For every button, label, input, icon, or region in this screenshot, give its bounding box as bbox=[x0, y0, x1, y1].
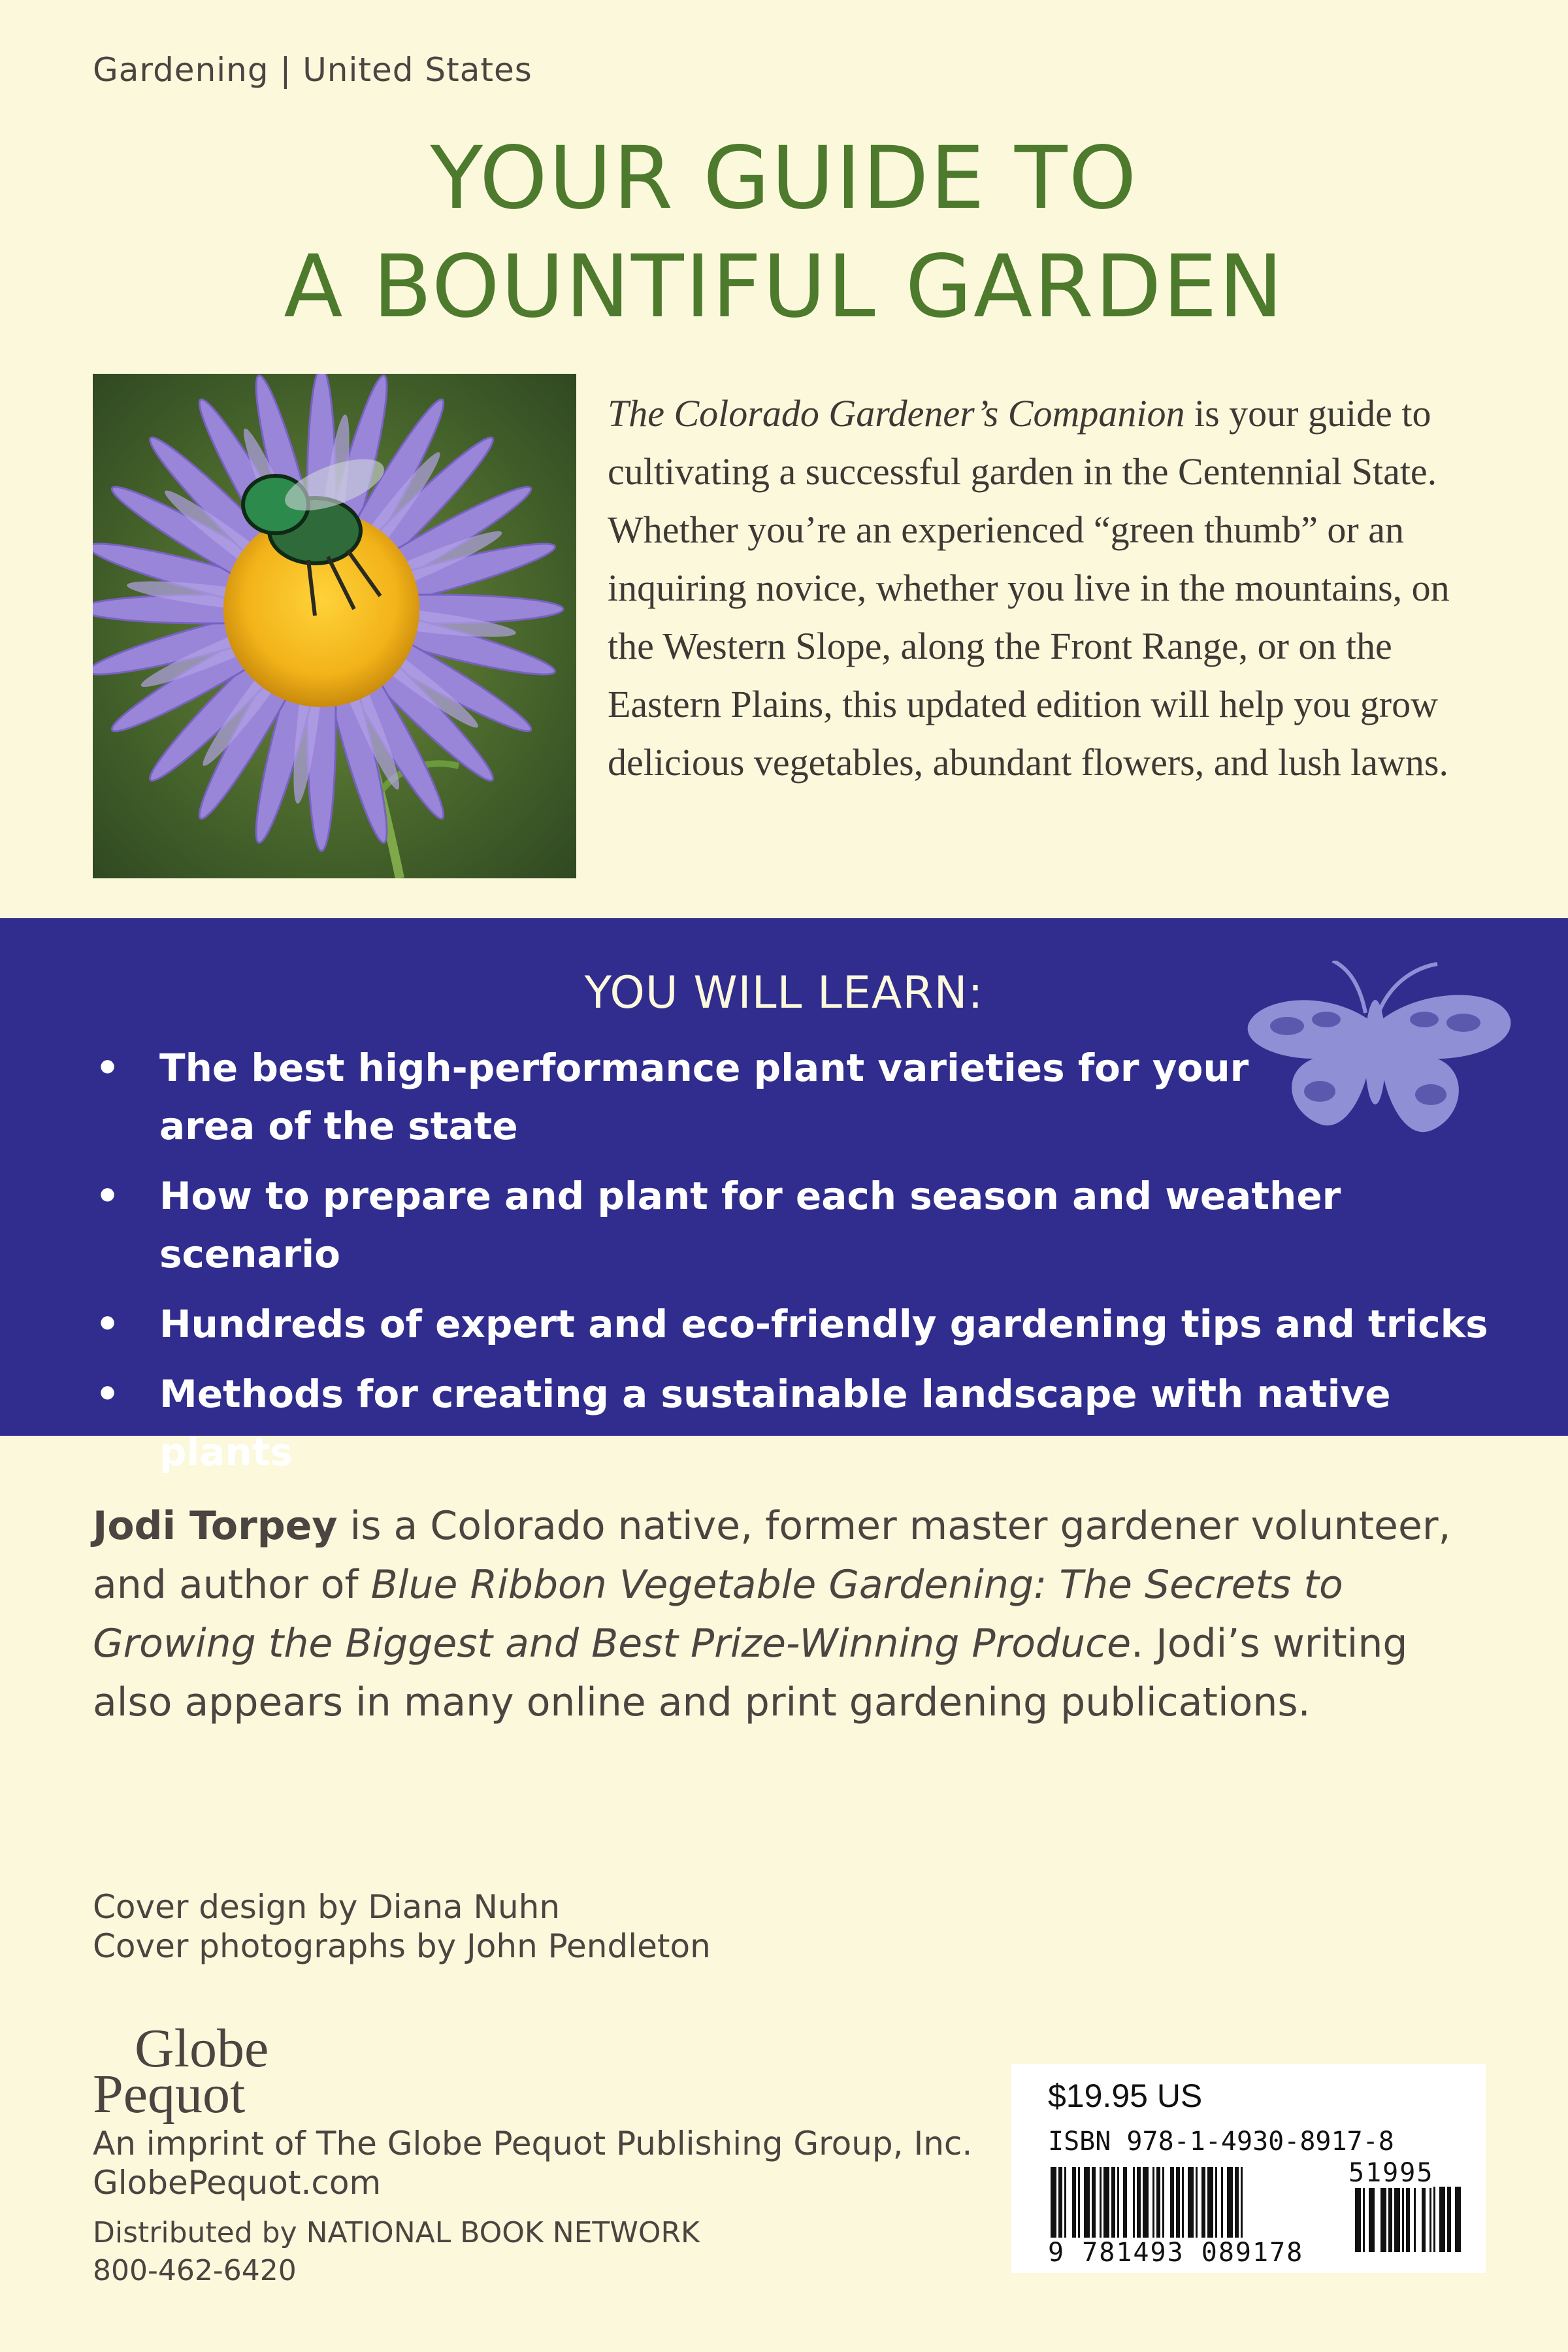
barcode-digits: 9 781493 089178 bbox=[1048, 2238, 1304, 2268]
learn-heading: YOU WILL LEARN: bbox=[584, 967, 984, 1019]
photo-credit: Cover photographs by John Pendleton bbox=[93, 1927, 711, 1965]
learn-list bbox=[91, 1039, 1490, 1493]
design-credit: Cover design by Diana Nuhn bbox=[93, 1888, 561, 1926]
category-label: Gardening | United States bbox=[93, 51, 532, 89]
distributor-text: Distributed by NATIONAL BOOK NETWORK bbox=[93, 2216, 700, 2249]
cover-credits bbox=[93, 1887, 711, 1966]
author-bio bbox=[93, 1497, 1491, 1732]
publisher-logo bbox=[93, 2018, 269, 2125]
distributor-info bbox=[93, 2214, 700, 2290]
distributor-phone: 800-462-6420 bbox=[93, 2254, 297, 2287]
learn-item: • The best high-performance plant varieties for your area of the state bbox=[91, 1039, 1257, 1155]
flower-bee-photo bbox=[93, 374, 576, 878]
title-line-1: YOUR GUIDE TO bbox=[430, 128, 1138, 229]
learn-item: • Hundreds of expert and eco-friendly gardening tips and tricks bbox=[91, 1295, 1490, 1353]
logo-line-1: Globe bbox=[135, 2018, 269, 2079]
learn-item: • How to prepare and plant for each season and weather scenario bbox=[91, 1167, 1490, 1284]
barcode-addon-number: 51995 bbox=[1348, 2158, 1434, 2188]
intro-book-title: The Colorado Gardener’s Companion bbox=[608, 392, 1185, 435]
page-title bbox=[0, 124, 1568, 341]
logo-line-2: Pequot bbox=[93, 2064, 246, 2125]
bio-book-title: Blue Ribbon Vegetable Gardening: The Secrets to Growing the Biggest and Best Prize-Winning Produce bbox=[93, 1562, 1343, 1666]
bio-text-1: is a Colorado native, former master gardener volunteer, and author of bbox=[93, 1503, 1451, 1608]
intro-paragraph bbox=[608, 384, 1457, 791]
intro-text: is your guide to cultivating a successful garden in the Centennial State. Whether you’re an experienced “green thumb” or an inquiring novice, whether you live in the mountains, on the Western Slope, along the Front Range, or on the Eastern Plains, this updated edition will help you grow delicious vegetables, abundant flowers, and lush lawns. bbox=[608, 392, 1450, 784]
imprint-text: An imprint of The Globe Pequot Publishing Group, Inc. bbox=[93, 2125, 973, 2162]
isbn-text: ISBN 978-1-4930-8917-8 bbox=[1048, 2127, 1394, 2157]
author-name: Jodi Torpey bbox=[93, 1503, 338, 1549]
price: $19.95 US bbox=[1048, 2078, 1203, 2114]
title-line-2: A BOUNTIFUL GARDEN bbox=[284, 237, 1284, 337]
publisher-website: GlobePequot.com bbox=[93, 2164, 382, 2202]
bio-text-2: . Jodi’s writing also appears in many online and print gardening publications. bbox=[93, 1621, 1408, 1725]
publisher-imprint bbox=[93, 2124, 972, 2202]
learn-item: • Methods for creating a sustainable landscape with native plants bbox=[91, 1365, 1490, 1482]
